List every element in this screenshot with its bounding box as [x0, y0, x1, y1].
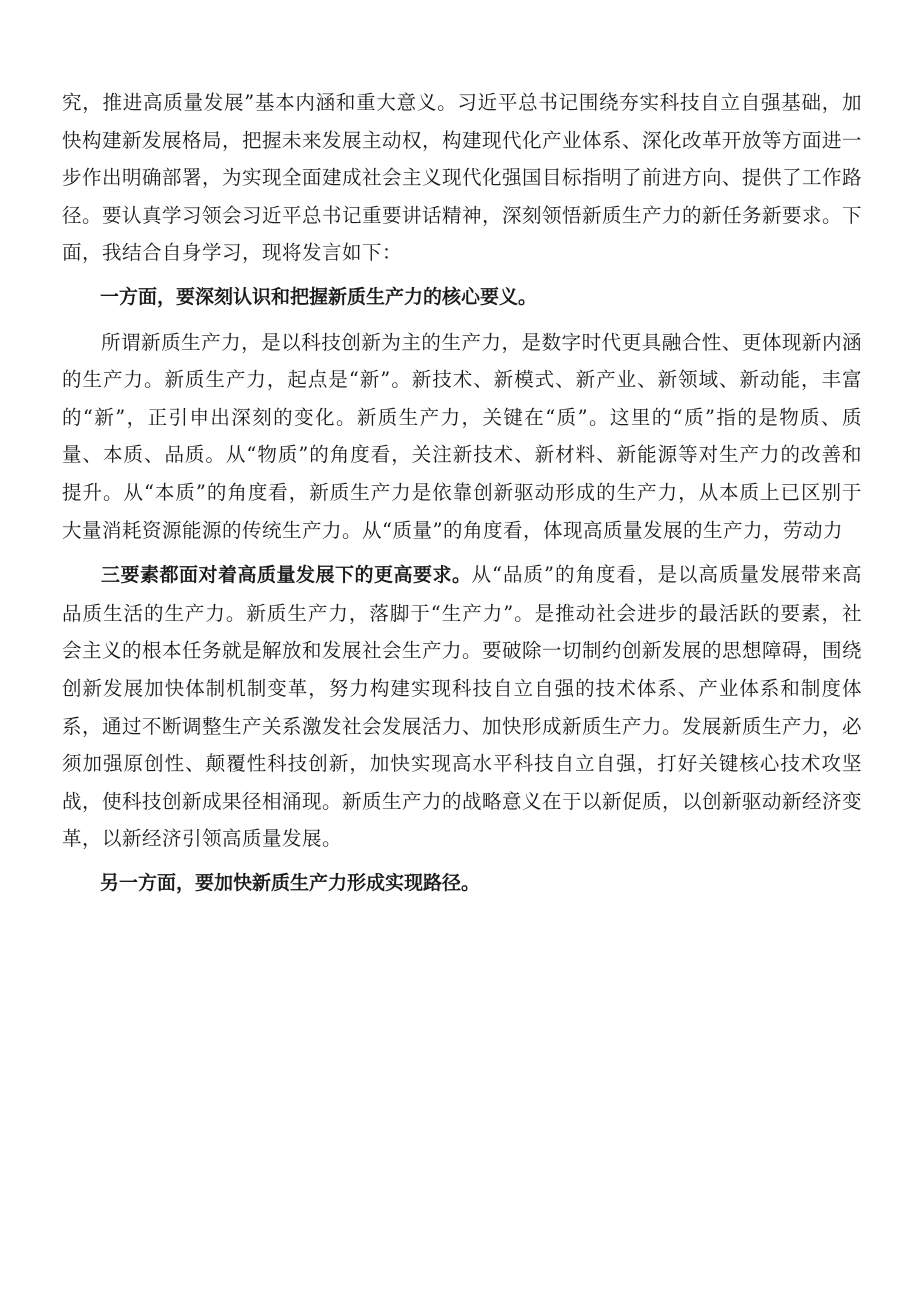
paragraph-bold-lead: 三要素都面对着高质量发展下的更高要求。	[101, 564, 472, 587]
paragraph-body-text: 从“品质”的角度看，是以高质量发展带来高品质生活的生产力。新质生产力，落脚于“生产力”。是推动社会进步的最活跃的要素，社会主义的根本任务就是解放和发展社会生产力。要破除一切制约创新发展的思想障碍，围绕创新发展加快体制机制变革，努力构建实现科技自立自强的技术体系、产业体系和制度体系，通过不断调整生产关系激发社会发展活力、加快形成新质生产力。发展新质生产力，必须加强原创性、颠覆性科技创新，加快实现高水平科技自立自强，打好关键核心技术攻坚战，使科技创新成果径相涌现。新质生产力的战略意义在于以新促质，以创新驱动新经济变革，以新经济引领高质量发展。	[62, 563, 863, 851]
section-heading-1: 一方面，要深刻认识和把握新质生产力的核心要义。	[100, 285, 538, 308]
paragraph-intro: 究，推进高质量发展”基本内涵和重大意义。习近平总书记围绕夯实科技自立自强基础，加快构建新发展格局，把握未来发展主动权，构建现代化产业体系、深化改革开放等方面进一步作出明确部署，为实现全面建成社会主义现代化强国目标指明了前进方向、提供了工作路径。要认真学习领会习近平总书记重要讲话精神，深刻领悟新质生产力的新任务新要求。下面，我结合自身学习，现将发言如下：	[62, 91, 863, 265]
document-body	[62, 84, 862, 902]
section-heading-2: 另一方面，要加快新质生产力形成实现路径。	[100, 871, 481, 894]
paragraph-new-quality: 所谓新质生产力，是以科技创新为主的生产力，是数字时代更具融合性、更体现新内涵的生产力。新质生产力，起点是“新”。新技术、新模式、新产业、新领域、新动能，丰富的“新”，正引申出深刻的变化。新质生产力，关键在“质”。这里的“质”指的是物质、质量、本质、品质。从“物质”的角度看，关注新技术、新材料、新能源等对生产力的改善和提升。从“本质”的角度看，新质生产力是依靠创新驱动形成的生产力，从本质上已区别于大量消耗资源能源的传统生产力。从“质量”的角度看，体现高质量发展的生产力，劳动力	[62, 330, 862, 542]
paragraph-three-elements	[62, 556, 862, 858]
